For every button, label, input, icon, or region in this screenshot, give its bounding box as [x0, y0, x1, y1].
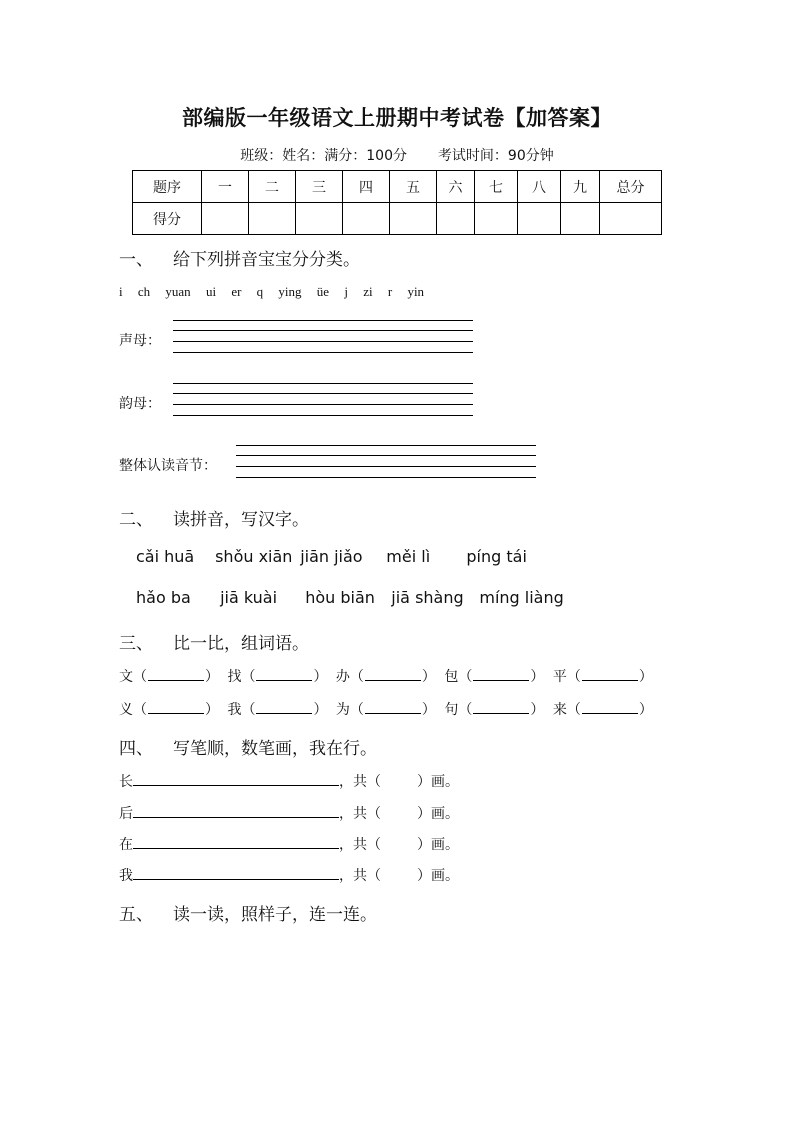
pinyin-word: hòu biān	[305, 588, 375, 607]
compare-row-1: 文（ ） 找（ ） 办（ ） 包（ ） 平（ ）	[119, 669, 653, 685]
answer-blank[interactable]	[256, 701, 312, 714]
pinyin-word: hǎo ba	[136, 588, 191, 607]
pinyin-word: míng liàng	[479, 588, 564, 607]
score-header-cell: 一	[202, 171, 249, 203]
pinyin-item: ying	[278, 284, 302, 299]
pinyin-item: ui	[205, 284, 217, 299]
pinyin-item: j	[344, 284, 348, 299]
score-table	[132, 170, 662, 235]
section5-heading	[119, 900, 377, 925]
stroke-order-line[interactable]	[133, 771, 339, 786]
stroke-char: 在	[119, 837, 133, 853]
stroke-hua-text: ）画。	[417, 837, 459, 853]
yunmu-writing-line[interactable]	[173, 404, 473, 405]
section2-number: 二、	[119, 510, 153, 530]
compare-char: 为	[335, 702, 350, 718]
pinyin-item: i	[119, 284, 123, 299]
section4-number: 四、	[119, 739, 153, 759]
score-cell[interactable]	[518, 203, 561, 235]
section4-title: 写笔顺，数笔画，我在行。	[173, 739, 377, 759]
section4-heading	[119, 734, 377, 759]
compare-char: 文	[119, 669, 133, 685]
section3-number: 三、	[119, 634, 153, 654]
stroke-hua-text: ）画。	[417, 806, 459, 822]
score-cell[interactable]	[475, 203, 518, 235]
stroke-order-line[interactable]	[133, 834, 339, 849]
pinyin-item: er	[231, 284, 242, 299]
exam-info	[0, 145, 794, 165]
answer-blank[interactable]	[256, 668, 312, 681]
pinyin-word: jiā kuài	[220, 588, 278, 607]
pinyin-item: q	[256, 284, 264, 299]
section1-number: 一、	[119, 250, 153, 270]
compare-char: 找	[227, 669, 242, 685]
yunmu-writing-line[interactable]	[173, 383, 473, 384]
shengmu-writing-line[interactable]	[173, 320, 473, 321]
section3-heading	[119, 629, 309, 654]
score-cell[interactable]	[202, 203, 249, 235]
compare-char: 办	[335, 669, 350, 685]
zhengti-writing-line[interactable]	[236, 466, 536, 467]
score-header-cell: 三	[296, 171, 343, 203]
compare-char: 义	[119, 702, 133, 718]
pinyin-item: üe	[316, 284, 330, 299]
shengmu-writing-line[interactable]	[173, 341, 473, 342]
section3-title: 比一比，组词语。	[173, 634, 309, 654]
pinyin-item: zi	[363, 284, 373, 299]
pinyin-word: jiān jiǎo	[300, 547, 363, 566]
stroke-gong-text: ，共（	[339, 837, 381, 853]
pinyin-list	[119, 284, 436, 300]
stroke-row	[119, 803, 459, 823]
pinyin-word: píng tái	[466, 547, 527, 566]
score-cell[interactable]	[600, 203, 662, 235]
pinyin-item: yin	[407, 284, 425, 299]
answer-blank[interactable]	[148, 701, 204, 714]
compare-char: 来	[552, 702, 567, 718]
stroke-gong-text: ，共（	[339, 774, 381, 790]
stroke-row	[119, 865, 459, 885]
score-cell[interactable]	[249, 203, 296, 235]
compare-char: 我	[227, 702, 242, 718]
score-header-cell: 九	[561, 171, 600, 203]
pinyin-word: jiā shàng	[391, 588, 464, 607]
shengmu-label: 声母：	[119, 333, 161, 349]
shengmu-writing-line[interactable]	[173, 330, 473, 331]
section5-title: 读一读，照样子，连一连。	[173, 905, 377, 925]
score-header-cell: 七	[475, 171, 518, 203]
answer-blank[interactable]	[582, 701, 638, 714]
score-header-cell: 总分	[600, 171, 662, 203]
pinyin-item: r	[387, 284, 393, 299]
stroke-char: 我	[119, 868, 133, 884]
score-header-cell: 五	[390, 171, 437, 203]
answer-blank[interactable]	[365, 668, 421, 681]
stroke-order-line[interactable]	[133, 865, 339, 880]
pinyin-row-2	[136, 588, 564, 607]
stroke-hua-text: ）画。	[417, 774, 459, 790]
score-header-cell: 题序	[133, 171, 202, 203]
yunmu-writing-line[interactable]	[173, 415, 473, 416]
answer-blank[interactable]	[582, 668, 638, 681]
zhengti-writing-line[interactable]	[236, 477, 536, 478]
section1-heading	[119, 245, 360, 270]
score-header-cell: 八	[518, 171, 561, 203]
yunmu-writing-line[interactable]	[173, 393, 473, 394]
section2-heading	[119, 505, 309, 530]
compare-row-2: 义（ ） 我（ ） 为（ ） 句（ ） 来（ ）	[119, 702, 653, 718]
section2-title: 读拼音，写汉字。	[173, 510, 309, 530]
pinyin-item: ch	[137, 284, 151, 299]
score-cell[interactable]	[390, 203, 437, 235]
pinyin-word: měi lì	[386, 547, 431, 566]
score-header-cell: 二	[249, 171, 296, 203]
score-header-cell: 六	[437, 171, 475, 203]
score-header-cell: 四	[343, 171, 390, 203]
answer-blank[interactable]	[365, 701, 421, 714]
pinyin-word: cǎi huā	[136, 547, 195, 566]
answer-blank[interactable]	[148, 668, 204, 681]
score-table-header-row	[133, 171, 662, 203]
section1-title: 给下列拼音宝宝分分类。	[173, 250, 360, 270]
compare-char: 句	[444, 702, 459, 718]
stroke-gong-text: ，共（	[339, 868, 381, 884]
pinyin-word: shǒu xiān	[215, 547, 293, 566]
answer-blank[interactable]	[473, 668, 529, 681]
zhengti-writing-line[interactable]	[236, 445, 536, 446]
stroke-row	[119, 834, 459, 854]
yunmu-label: 韵母：	[119, 396, 161, 412]
stroke-order-line[interactable]	[133, 803, 339, 818]
stroke-row	[119, 771, 459, 791]
score-cell[interactable]	[437, 203, 475, 235]
score-table-score-row	[133, 203, 662, 235]
stroke-gong-text: ，共（	[339, 806, 381, 822]
shengmu-writing-line[interactable]	[173, 352, 473, 353]
zhengti-label: 整体认读音节：	[119, 458, 217, 474]
compare-char: 包	[444, 669, 459, 685]
stroke-char: 长	[119, 774, 133, 790]
stroke-char: 后	[119, 806, 133, 822]
score-cell[interactable]	[343, 203, 390, 235]
pinyin-item: yuan	[165, 284, 191, 299]
score-cell[interactable]	[296, 203, 343, 235]
section5-number: 五、	[119, 905, 153, 925]
class-name-info: 班级：姓名：满分：100分	[240, 148, 407, 164]
page-title: 部编版一年级语文上册期中考试卷【加答案】	[182, 105, 612, 130]
zhengti-writing-line[interactable]	[236, 455, 536, 456]
stroke-hua-text: ）画。	[417, 868, 459, 884]
answer-blank[interactable]	[473, 701, 529, 714]
exam-time-info: 考试时间：90分钟	[437, 148, 554, 164]
score-cell[interactable]	[561, 203, 600, 235]
compare-char: 平	[552, 669, 567, 685]
pinyin-row-1	[136, 547, 527, 566]
score-row-label: 得分	[133, 203, 202, 235]
